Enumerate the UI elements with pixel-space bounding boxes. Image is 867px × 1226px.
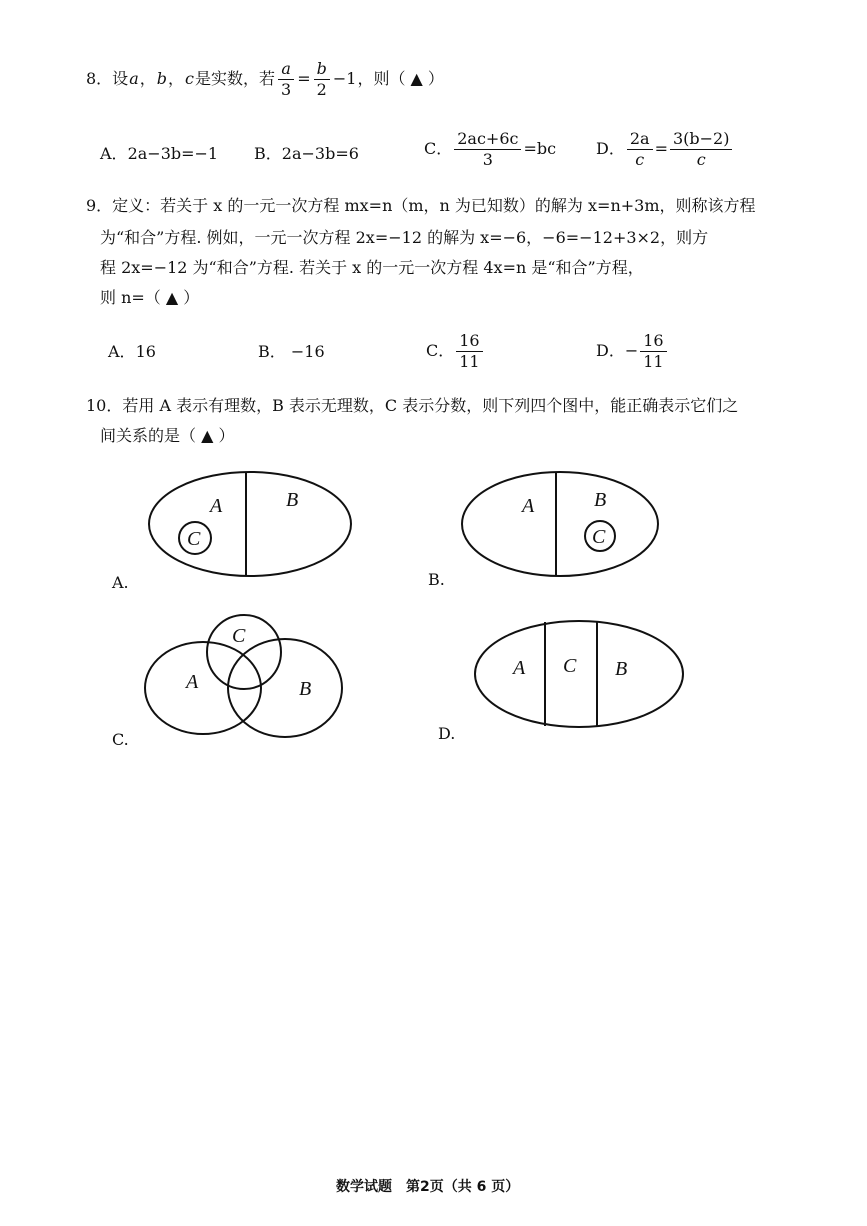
q8-minus-one: −1 [332,69,357,89]
fraction-numerator: 16 [640,332,666,352]
fraction-denominator: 3 [482,149,493,169]
q8-option-c[interactable] [424,130,556,168]
q9-option-c[interactable] [426,332,485,370]
q8-option-b[interactable] [254,146,359,162]
q10-line-2: 间关系的是（ ▲ ） [100,426,235,445]
option-label: B． [258,342,286,361]
fraction-denominator: c [696,149,706,169]
option-label: C． [426,341,455,361]
q8-var-c: c [185,69,194,89]
fraction-numerator: 2a [627,130,653,150]
q10-diagrams [0,460,867,790]
fraction-numerator: 3(b−2) [670,130,733,150]
q8-fraction-a-3 [278,60,294,98]
page-footer: 数学试题 第2页（共 6 页） [336,1179,520,1195]
diagram-d-ellipse [475,621,683,727]
q9-option-d-fraction [640,332,666,370]
diagram-c-set-b: B [299,678,312,700]
q8-stem-prefix: 8．设 [86,69,129,89]
q9-option-a[interactable] [108,344,156,360]
diagram-a-set-a: A [210,495,223,517]
q8-option-a[interactable] [100,146,218,162]
q8-stem-mid: 是实数，若 [194,69,275,89]
q8-stem [86,60,444,98]
option-text: 16 [135,342,156,361]
diagram-b-ellipse [462,472,658,576]
q8-option-c-fraction [454,130,521,168]
option-label: A． [108,342,136,361]
diagram-d-set-b: B [615,658,628,680]
q8-var-b: b [156,69,167,89]
diagram-a-ellipse [149,472,351,576]
q8-stem-suffix: ，则（ ▲ ） [357,69,444,89]
option-label: A． [100,144,128,163]
q8-frac2-den: 2 [316,79,327,99]
q9-line-1: 9．定义：若关于 x 的一元一次方程 mx=n（m，n 为已知数）的解为 x=n+3m，则称该方程 [86,196,756,215]
fraction-numerator: 2ac+6c [454,130,521,150]
q8-option-d-right-fraction [670,130,733,168]
diagram-b-set-b: B [594,489,607,511]
q9-option-d[interactable] [596,332,669,370]
diagram-b-set-c: C [592,526,606,548]
diagram-c-set-c: C [232,625,246,647]
diagram-d-set-a: A [513,657,526,679]
q8-option-d-left-fraction [627,130,653,168]
diagram-d-set-c: C [563,655,577,677]
q9-option-c-fraction [456,332,482,370]
fraction-denominator: 11 [643,351,664,371]
diagram-d-option-label[interactable]: D. [438,724,456,743]
q9-option-b[interactable] [258,344,325,360]
diagram-b-option-label[interactable]: B. [428,570,445,589]
q8-fraction-b-2 [314,60,330,98]
q10-line-1: 10．若用 A 表示有理数，B 表示无理数，C 表示分数，则下列四个图中，能正确表示它们之 [86,396,739,415]
q8-var-a: a [129,69,139,89]
q8-comma-2: ， [168,69,185,89]
diagram-a-option-label[interactable]: A. [112,573,129,592]
option-text: −16 [290,342,325,361]
option-label: D． [596,139,625,159]
diagram-b-set-a: A [522,495,535,517]
diagram-a-set-c: C [187,528,201,550]
option-label: D． [596,341,625,361]
q8-frac1-num: a [278,60,294,80]
q8-frac2-num: b [314,60,330,80]
option-text: 2a−3b=−1 [127,144,219,163]
q8-comma-1: ， [139,69,156,89]
fraction-numerator: 16 [456,332,482,352]
diagram-a-set-b: B [286,489,299,511]
q9-line-4: 则 n=（ ▲ ） [100,288,200,307]
option-equals: = [654,139,668,159]
fraction-denominator: 11 [459,351,480,371]
option-sign: − [624,341,639,361]
option-rhs: =bc [523,139,557,159]
option-label: C． [424,139,453,159]
diagram-c-set-a: A [186,671,199,693]
q8-equals: = [297,69,311,89]
q9-line-3: 程 2x=−12 为“和合”方程. 若关于 x 的一元一次方程 4x=n 是“和合”方程， [100,258,644,277]
diagram-c-option-label[interactable]: C. [112,730,129,749]
q8-option-d[interactable] [596,130,734,168]
fraction-denominator: c [635,149,645,169]
option-text: 2a−3b=6 [281,144,359,163]
q9-line-2: 为“和合”方程. 例如，一元一次方程 2x=−12 的解为 x=−6，−6=−12+3×2，则方 [100,228,709,247]
q8-frac1-den: 3 [281,79,292,99]
option-label: B． [254,144,282,163]
